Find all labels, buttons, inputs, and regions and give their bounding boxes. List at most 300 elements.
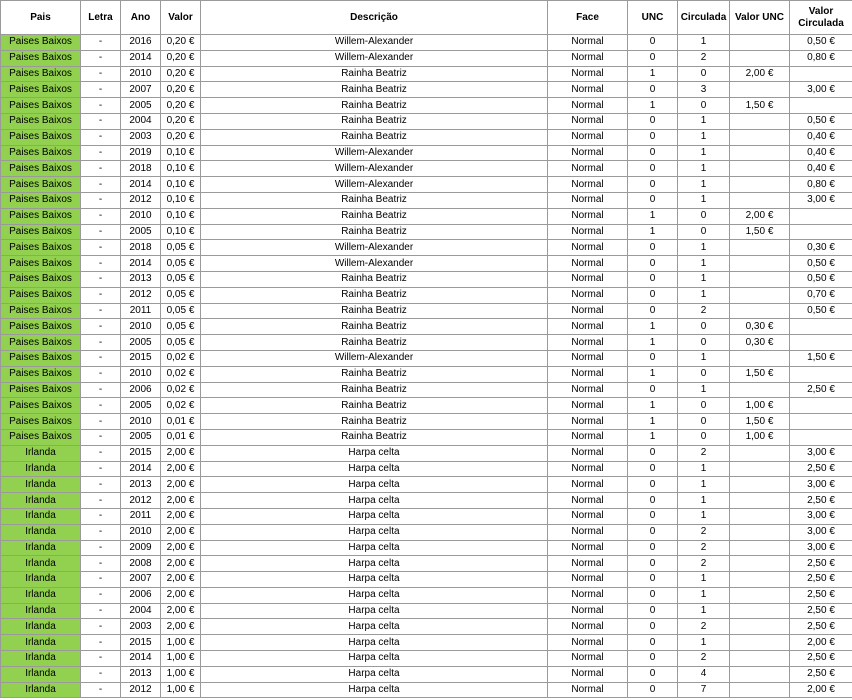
cell-valor-unc[interactable]: 1,50 € <box>730 98 790 114</box>
cell-descricao[interactable]: Rainha Beatriz <box>201 113 548 129</box>
cell-valor-circulada[interactable] <box>790 366 852 382</box>
cell-unc[interactable]: 0 <box>628 50 678 66</box>
cell-ano[interactable]: 2010 <box>121 208 161 224</box>
cell-face[interactable]: Normal <box>548 429 628 445</box>
cell-descricao[interactable]: Rainha Beatriz <box>201 398 548 414</box>
header-face[interactable]: Face <box>548 1 628 35</box>
cell-unc[interactable]: 0 <box>628 35 678 51</box>
cell-descricao[interactable]: Rainha Beatriz <box>201 66 548 82</box>
cell-ano[interactable]: 2005 <box>121 98 161 114</box>
cell-unc[interactable]: 0 <box>628 572 678 588</box>
cell-unc[interactable]: 0 <box>628 129 678 145</box>
cell-ano[interactable]: 2016 <box>121 35 161 51</box>
cell-face[interactable]: Normal <box>548 271 628 287</box>
cell-letra[interactable]: - <box>81 335 121 351</box>
cell-valor-unc[interactable] <box>730 303 790 319</box>
cell-pais[interactable]: Paises Baixos <box>1 129 81 145</box>
cell-face[interactable]: Normal <box>548 382 628 398</box>
cell-pais[interactable]: Paises Baixos <box>1 240 81 256</box>
cell-letra[interactable]: - <box>81 572 121 588</box>
cell-valor-unc[interactable] <box>730 493 790 509</box>
cell-descricao[interactable]: Rainha Beatriz <box>201 98 548 114</box>
cell-ano[interactable]: 2018 <box>121 161 161 177</box>
cell-valor-circulada[interactable]: 2,50 € <box>790 666 852 682</box>
header-valor[interactable]: Valor <box>161 1 201 35</box>
cell-ano[interactable]: 2011 <box>121 303 161 319</box>
cell-circulada[interactable]: 2 <box>678 651 730 667</box>
cell-face[interactable]: Normal <box>548 177 628 193</box>
cell-face[interactable]: Normal <box>548 493 628 509</box>
cell-ano[interactable]: 2019 <box>121 145 161 161</box>
cell-descricao[interactable]: Rainha Beatriz <box>201 192 548 208</box>
cell-pais[interactable]: Irlanda <box>1 477 81 493</box>
cell-circulada[interactable]: 0 <box>678 366 730 382</box>
cell-valor-circulada[interactable]: 2,50 € <box>790 651 852 667</box>
cell-circulada[interactable]: 4 <box>678 666 730 682</box>
cell-valor-circulada[interactable] <box>790 429 852 445</box>
cell-valor-circulada[interactable]: 1,50 € <box>790 350 852 366</box>
cell-circulada[interactable]: 0 <box>678 319 730 335</box>
header-circulada[interactable]: Circulada <box>678 1 730 35</box>
cell-valor[interactable]: 0,10 € <box>161 161 201 177</box>
cell-valor-unc[interactable] <box>730 145 790 161</box>
cell-unc[interactable]: 1 <box>628 98 678 114</box>
cell-valor[interactable]: 0,20 € <box>161 98 201 114</box>
cell-letra[interactable]: - <box>81 50 121 66</box>
cell-ano[interactable]: 2009 <box>121 540 161 556</box>
cell-valor-unc[interactable] <box>730 477 790 493</box>
cell-face[interactable]: Normal <box>548 287 628 303</box>
cell-valor-unc[interactable] <box>730 682 790 698</box>
cell-valor[interactable]: 0,10 € <box>161 224 201 240</box>
cell-descricao[interactable]: Harpa celta <box>201 508 548 524</box>
cell-valor[interactable]: 0,02 € <box>161 350 201 366</box>
cell-letra[interactable]: - <box>81 414 121 430</box>
cell-circulada[interactable]: 1 <box>678 603 730 619</box>
cell-valor-unc[interactable] <box>730 256 790 272</box>
cell-letra[interactable]: - <box>81 398 121 414</box>
cell-descricao[interactable]: Harpa celta <box>201 556 548 572</box>
cell-valor-unc[interactable] <box>730 603 790 619</box>
cell-valor[interactable]: 0,02 € <box>161 398 201 414</box>
cell-descricao[interactable]: Rainha Beatriz <box>201 414 548 430</box>
cell-circulada[interactable]: 0 <box>678 398 730 414</box>
cell-unc[interactable]: 0 <box>628 603 678 619</box>
cell-descricao[interactable]: Harpa celta <box>201 493 548 509</box>
cell-ano[interactable]: 2010 <box>121 66 161 82</box>
cell-pais[interactable]: Irlanda <box>1 556 81 572</box>
cell-descricao[interactable]: Harpa celta <box>201 651 548 667</box>
cell-face[interactable]: Normal <box>548 224 628 240</box>
cell-circulada[interactable]: 0 <box>678 335 730 351</box>
cell-ano[interactable]: 2014 <box>121 177 161 193</box>
cell-letra[interactable]: - <box>81 192 121 208</box>
cell-unc[interactable]: 0 <box>628 619 678 635</box>
cell-valor-circulada[interactable]: 0,50 € <box>790 271 852 287</box>
cell-unc[interactable]: 0 <box>628 240 678 256</box>
cell-valor[interactable]: 0,20 € <box>161 50 201 66</box>
cell-valor-unc[interactable]: 1,50 € <box>730 366 790 382</box>
cell-valor-unc[interactable] <box>730 192 790 208</box>
cell-ano[interactable]: 2004 <box>121 603 161 619</box>
cell-valor[interactable]: 1,00 € <box>161 651 201 667</box>
cell-pais[interactable]: Paises Baixos <box>1 177 81 193</box>
cell-unc[interactable]: 0 <box>628 113 678 129</box>
cell-letra[interactable]: - <box>81 66 121 82</box>
cell-valor[interactable]: 0,20 € <box>161 82 201 98</box>
cell-ano[interactable]: 2015 <box>121 350 161 366</box>
cell-valor-circulada[interactable]: 0,80 € <box>790 177 852 193</box>
cell-circulada[interactable]: 1 <box>678 493 730 509</box>
cell-valor-circulada[interactable] <box>790 414 852 430</box>
cell-unc[interactable]: 1 <box>628 319 678 335</box>
cell-face[interactable]: Normal <box>548 666 628 682</box>
cell-valor-unc[interactable] <box>730 556 790 572</box>
cell-circulada[interactable]: 1 <box>678 477 730 493</box>
cell-valor[interactable]: 0,20 € <box>161 35 201 51</box>
cell-ano[interactable]: 2008 <box>121 556 161 572</box>
cell-pais[interactable]: Irlanda <box>1 682 81 698</box>
cell-pais[interactable]: Paises Baixos <box>1 208 81 224</box>
cell-face[interactable]: Normal <box>548 240 628 256</box>
cell-circulada[interactable]: 1 <box>678 271 730 287</box>
cell-unc[interactable]: 0 <box>628 508 678 524</box>
cell-valor-circulada[interactable]: 2,50 € <box>790 382 852 398</box>
cell-valor-unc[interactable] <box>730 240 790 256</box>
header-unc[interactable]: UNC <box>628 1 678 35</box>
cell-letra[interactable]: - <box>81 651 121 667</box>
cell-descricao[interactable]: Harpa celta <box>201 635 548 651</box>
cell-valor[interactable]: 1,00 € <box>161 635 201 651</box>
cell-ano[interactable]: 2004 <box>121 113 161 129</box>
cell-unc[interactable]: 1 <box>628 414 678 430</box>
cell-valor[interactable]: 2,00 € <box>161 493 201 509</box>
cell-letra[interactable]: - <box>81 619 121 635</box>
cell-valor-unc[interactable] <box>730 572 790 588</box>
cell-valor-unc[interactable]: 2,00 € <box>730 208 790 224</box>
cell-letra[interactable]: - <box>81 319 121 335</box>
cell-letra[interactable]: - <box>81 429 121 445</box>
cell-valor-circulada[interactable]: 3,00 € <box>790 192 852 208</box>
cell-valor[interactable]: 0,02 € <box>161 382 201 398</box>
cell-descricao[interactable]: Harpa celta <box>201 445 548 461</box>
cell-valor-unc[interactable] <box>730 540 790 556</box>
cell-valor[interactable]: 0,05 € <box>161 335 201 351</box>
cell-valor-unc[interactable]: 1,00 € <box>730 429 790 445</box>
cell-valor-circulada[interactable]: 0,40 € <box>790 161 852 177</box>
cell-valor-unc[interactable] <box>730 382 790 398</box>
cell-letra[interactable]: - <box>81 540 121 556</box>
cell-unc[interactable]: 0 <box>628 145 678 161</box>
header-letra[interactable]: Letra <box>81 1 121 35</box>
cell-valor[interactable]: 0,05 € <box>161 319 201 335</box>
cell-descricao[interactable]: Harpa celta <box>201 619 548 635</box>
cell-ano[interactable]: 2010 <box>121 319 161 335</box>
cell-ano[interactable]: 2012 <box>121 682 161 698</box>
cell-descricao[interactable]: Rainha Beatriz <box>201 303 548 319</box>
cell-ano[interactable]: 2015 <box>121 635 161 651</box>
cell-ano[interactable]: 2005 <box>121 335 161 351</box>
cell-pais[interactable]: Paises Baixos <box>1 66 81 82</box>
cell-circulada[interactable]: 2 <box>678 556 730 572</box>
cell-letra[interactable]: - <box>81 287 121 303</box>
cell-face[interactable]: Normal <box>548 540 628 556</box>
cell-descricao[interactable]: Willem-Alexander <box>201 145 548 161</box>
cell-valor-unc[interactable]: 1,00 € <box>730 398 790 414</box>
cell-valor[interactable]: 2,00 € <box>161 556 201 572</box>
cell-circulada[interactable]: 2 <box>678 540 730 556</box>
cell-circulada[interactable]: 1 <box>678 35 730 51</box>
cell-valor-circulada[interactable] <box>790 335 852 351</box>
cell-circulada[interactable]: 2 <box>678 445 730 461</box>
cell-pais[interactable]: Irlanda <box>1 587 81 603</box>
cell-valor-unc[interactable] <box>730 461 790 477</box>
cell-ano[interactable]: 2005 <box>121 429 161 445</box>
cell-valor[interactable]: 0,20 € <box>161 66 201 82</box>
cell-letra[interactable]: - <box>81 98 121 114</box>
cell-ano[interactable]: 2014 <box>121 651 161 667</box>
cell-pais[interactable]: Irlanda <box>1 603 81 619</box>
cell-ano[interactable]: 2010 <box>121 524 161 540</box>
cell-ano[interactable]: 2003 <box>121 619 161 635</box>
cell-circulada[interactable]: 1 <box>678 635 730 651</box>
cell-valor[interactable]: 2,00 € <box>161 524 201 540</box>
cell-pais[interactable]: Irlanda <box>1 461 81 477</box>
cell-circulada[interactable]: 1 <box>678 382 730 398</box>
cell-unc[interactable]: 0 <box>628 556 678 572</box>
cell-valor-circulada[interactable]: 0,40 € <box>790 145 852 161</box>
cell-valor-unc[interactable]: 0,30 € <box>730 319 790 335</box>
cell-valor[interactable]: 0,20 € <box>161 129 201 145</box>
cell-letra[interactable]: - <box>81 224 121 240</box>
cell-valor[interactable]: 0,05 € <box>161 240 201 256</box>
cell-circulada[interactable]: 1 <box>678 461 730 477</box>
cell-valor-unc[interactable]: 1,50 € <box>730 414 790 430</box>
cell-valor-unc[interactable]: 2,00 € <box>730 66 790 82</box>
cell-ano[interactable]: 2013 <box>121 271 161 287</box>
cell-valor-circulada[interactable]: 0,50 € <box>790 256 852 272</box>
cell-descricao[interactable]: Harpa celta <box>201 666 548 682</box>
cell-valor-circulada[interactable]: 3,00 € <box>790 524 852 540</box>
cell-letra[interactable]: - <box>81 177 121 193</box>
cell-valor-circulada[interactable]: 3,00 € <box>790 445 852 461</box>
cell-descricao[interactable]: Harpa celta <box>201 587 548 603</box>
cell-circulada[interactable]: 0 <box>678 429 730 445</box>
cell-ano[interactable]: 2012 <box>121 192 161 208</box>
cell-pais[interactable]: Paises Baixos <box>1 398 81 414</box>
cell-face[interactable]: Normal <box>548 572 628 588</box>
cell-pais[interactable]: Paises Baixos <box>1 350 81 366</box>
cell-letra[interactable]: - <box>81 524 121 540</box>
cell-face[interactable]: Normal <box>548 508 628 524</box>
cell-letra[interactable]: - <box>81 461 121 477</box>
cell-letra[interactable]: - <box>81 303 121 319</box>
cell-valor-unc[interactable] <box>730 113 790 129</box>
cell-valor-circulada[interactable] <box>790 98 852 114</box>
cell-face[interactable]: Normal <box>548 350 628 366</box>
cell-descricao[interactable]: Harpa celta <box>201 540 548 556</box>
cell-valor-circulada[interactable] <box>790 208 852 224</box>
cell-valor[interactable]: 0,10 € <box>161 192 201 208</box>
cell-letra[interactable]: - <box>81 445 121 461</box>
cell-valor[interactable]: 0,01 € <box>161 414 201 430</box>
cell-pais[interactable]: Paises Baixos <box>1 256 81 272</box>
cell-pais[interactable]: Paises Baixos <box>1 366 81 382</box>
cell-ano[interactable]: 2006 <box>121 382 161 398</box>
cell-descricao[interactable]: Harpa celta <box>201 524 548 540</box>
cell-unc[interactable]: 0 <box>628 587 678 603</box>
cell-valor-unc[interactable] <box>730 666 790 682</box>
cell-ano[interactable]: 2011 <box>121 508 161 524</box>
cell-valor-circulada[interactable] <box>790 224 852 240</box>
cell-descricao[interactable]: Rainha Beatriz <box>201 382 548 398</box>
cell-face[interactable]: Normal <box>548 635 628 651</box>
cell-circulada[interactable]: 1 <box>678 240 730 256</box>
cell-descricao[interactable]: Rainha Beatriz <box>201 366 548 382</box>
cell-face[interactable]: Normal <box>548 192 628 208</box>
cell-letra[interactable]: - <box>81 508 121 524</box>
cell-valor-circulada[interactable]: 0,50 € <box>790 303 852 319</box>
cell-letra[interactable]: - <box>81 666 121 682</box>
cell-face[interactable]: Normal <box>548 161 628 177</box>
cell-pais[interactable]: Paises Baixos <box>1 271 81 287</box>
cell-unc[interactable]: 0 <box>628 524 678 540</box>
cell-circulada[interactable]: 1 <box>678 350 730 366</box>
cell-unc[interactable]: 0 <box>628 445 678 461</box>
cell-letra[interactable]: - <box>81 208 121 224</box>
cell-valor[interactable]: 0,02 € <box>161 366 201 382</box>
header-valor-unc[interactable]: Valor UNC <box>730 1 790 35</box>
cell-pais[interactable]: Paises Baixos <box>1 161 81 177</box>
cell-valor-unc[interactable]: 1,50 € <box>730 224 790 240</box>
cell-face[interactable]: Normal <box>548 682 628 698</box>
cell-descricao[interactable]: Willem-Alexander <box>201 35 548 51</box>
cell-valor-unc[interactable] <box>730 619 790 635</box>
cell-unc[interactable]: 0 <box>628 350 678 366</box>
cell-circulada[interactable]: 0 <box>678 224 730 240</box>
cell-valor[interactable]: 0,10 € <box>161 208 201 224</box>
cell-circulada[interactable]: 1 <box>678 161 730 177</box>
cell-pais[interactable]: Paises Baixos <box>1 287 81 303</box>
cell-valor[interactable]: 0,01 € <box>161 429 201 445</box>
cell-valor[interactable]: 0,20 € <box>161 113 201 129</box>
cell-unc[interactable]: 0 <box>628 461 678 477</box>
cell-pais[interactable]: Paises Baixos <box>1 429 81 445</box>
cell-valor-circulada[interactable]: 2,50 € <box>790 587 852 603</box>
cell-valor-circulada[interactable]: 2,50 € <box>790 619 852 635</box>
cell-valor-circulada[interactable]: 2,00 € <box>790 682 852 698</box>
cell-ano[interactable]: 2010 <box>121 366 161 382</box>
cell-ano[interactable]: 2014 <box>121 461 161 477</box>
cell-unc[interactable]: 1 <box>628 429 678 445</box>
cell-pais[interactable]: Irlanda <box>1 619 81 635</box>
cell-valor-circulada[interactable] <box>790 319 852 335</box>
cell-descricao[interactable]: Harpa celta <box>201 477 548 493</box>
cell-pais[interactable]: Paises Baixos <box>1 192 81 208</box>
cell-valor[interactable]: 2,00 € <box>161 477 201 493</box>
cell-valor-circulada[interactable]: 2,00 € <box>790 635 852 651</box>
cell-descricao[interactable]: Rainha Beatriz <box>201 129 548 145</box>
cell-unc[interactable]: 0 <box>628 493 678 509</box>
cell-unc[interactable]: 0 <box>628 303 678 319</box>
cell-ano[interactable]: 2003 <box>121 129 161 145</box>
cell-circulada[interactable]: 1 <box>678 145 730 161</box>
cell-descricao[interactable]: Rainha Beatriz <box>201 287 548 303</box>
cell-descricao[interactable]: Rainha Beatriz <box>201 224 548 240</box>
cell-valor[interactable]: 2,00 € <box>161 619 201 635</box>
cell-descricao[interactable]: Willem-Alexander <box>201 161 548 177</box>
cell-pais[interactable]: Irlanda <box>1 572 81 588</box>
cell-valor-circulada[interactable]: 0,50 € <box>790 113 852 129</box>
cell-circulada[interactable]: 2 <box>678 619 730 635</box>
cell-pais[interactable]: Paises Baixos <box>1 50 81 66</box>
cell-circulada[interactable]: 1 <box>678 287 730 303</box>
cell-ano[interactable]: 2007 <box>121 572 161 588</box>
cell-valor-circulada[interactable]: 2,50 € <box>790 603 852 619</box>
cell-letra[interactable]: - <box>81 587 121 603</box>
cell-letra[interactable]: - <box>81 240 121 256</box>
cell-face[interactable]: Normal <box>548 556 628 572</box>
cell-circulada[interactable]: 2 <box>678 50 730 66</box>
header-descricao[interactable]: Descrição <box>201 1 548 35</box>
cell-letra[interactable]: - <box>81 366 121 382</box>
cell-letra[interactable]: - <box>81 635 121 651</box>
cell-letra[interactable]: - <box>81 35 121 51</box>
cell-descricao[interactable]: Rainha Beatriz <box>201 429 548 445</box>
cell-unc[interactable]: 0 <box>628 477 678 493</box>
cell-face[interactable]: Normal <box>548 50 628 66</box>
cell-pais[interactable]: Paises Baixos <box>1 319 81 335</box>
cell-valor[interactable]: 1,00 € <box>161 682 201 698</box>
cell-face[interactable]: Normal <box>548 619 628 635</box>
cell-valor-circulada[interactable]: 0,40 € <box>790 129 852 145</box>
cell-descricao[interactable]: Willem-Alexander <box>201 50 548 66</box>
cell-unc[interactable]: 0 <box>628 666 678 682</box>
cell-unc[interactable]: 1 <box>628 398 678 414</box>
cell-ano[interactable]: 2013 <box>121 477 161 493</box>
cell-valor[interactable]: 2,00 € <box>161 540 201 556</box>
cell-circulada[interactable]: 1 <box>678 177 730 193</box>
cell-descricao[interactable]: Rainha Beatriz <box>201 208 548 224</box>
cell-unc[interactable]: 0 <box>628 287 678 303</box>
cell-circulada[interactable]: 3 <box>678 82 730 98</box>
cell-face[interactable]: Normal <box>548 145 628 161</box>
cell-face[interactable]: Normal <box>548 129 628 145</box>
cell-valor[interactable]: 1,00 € <box>161 666 201 682</box>
cell-pais[interactable]: Irlanda <box>1 651 81 667</box>
cell-pais[interactable]: Irlanda <box>1 540 81 556</box>
cell-ano[interactable]: 2006 <box>121 587 161 603</box>
cell-valor-circulada[interactable]: 0,80 € <box>790 50 852 66</box>
cell-circulada[interactable]: 0 <box>678 414 730 430</box>
cell-valor-circulada[interactable]: 3,00 € <box>790 508 852 524</box>
cell-face[interactable]: Normal <box>548 113 628 129</box>
header-ano[interactable]: Ano <box>121 1 161 35</box>
cell-valor-unc[interactable] <box>730 445 790 461</box>
cell-pais[interactable]: Irlanda <box>1 635 81 651</box>
cell-circulada[interactable]: 1 <box>678 113 730 129</box>
cell-pais[interactable]: Irlanda <box>1 445 81 461</box>
cell-face[interactable]: Normal <box>548 208 628 224</box>
cell-unc[interactable]: 1 <box>628 335 678 351</box>
cell-descricao[interactable]: Rainha Beatriz <box>201 335 548 351</box>
cell-letra[interactable]: - <box>81 350 121 366</box>
cell-ano[interactable]: 2014 <box>121 50 161 66</box>
cell-face[interactable]: Normal <box>548 366 628 382</box>
cell-descricao[interactable]: Willem-Alexander <box>201 350 548 366</box>
cell-valor-circulada[interactable]: 3,00 € <box>790 477 852 493</box>
cell-circulada[interactable]: 1 <box>678 587 730 603</box>
